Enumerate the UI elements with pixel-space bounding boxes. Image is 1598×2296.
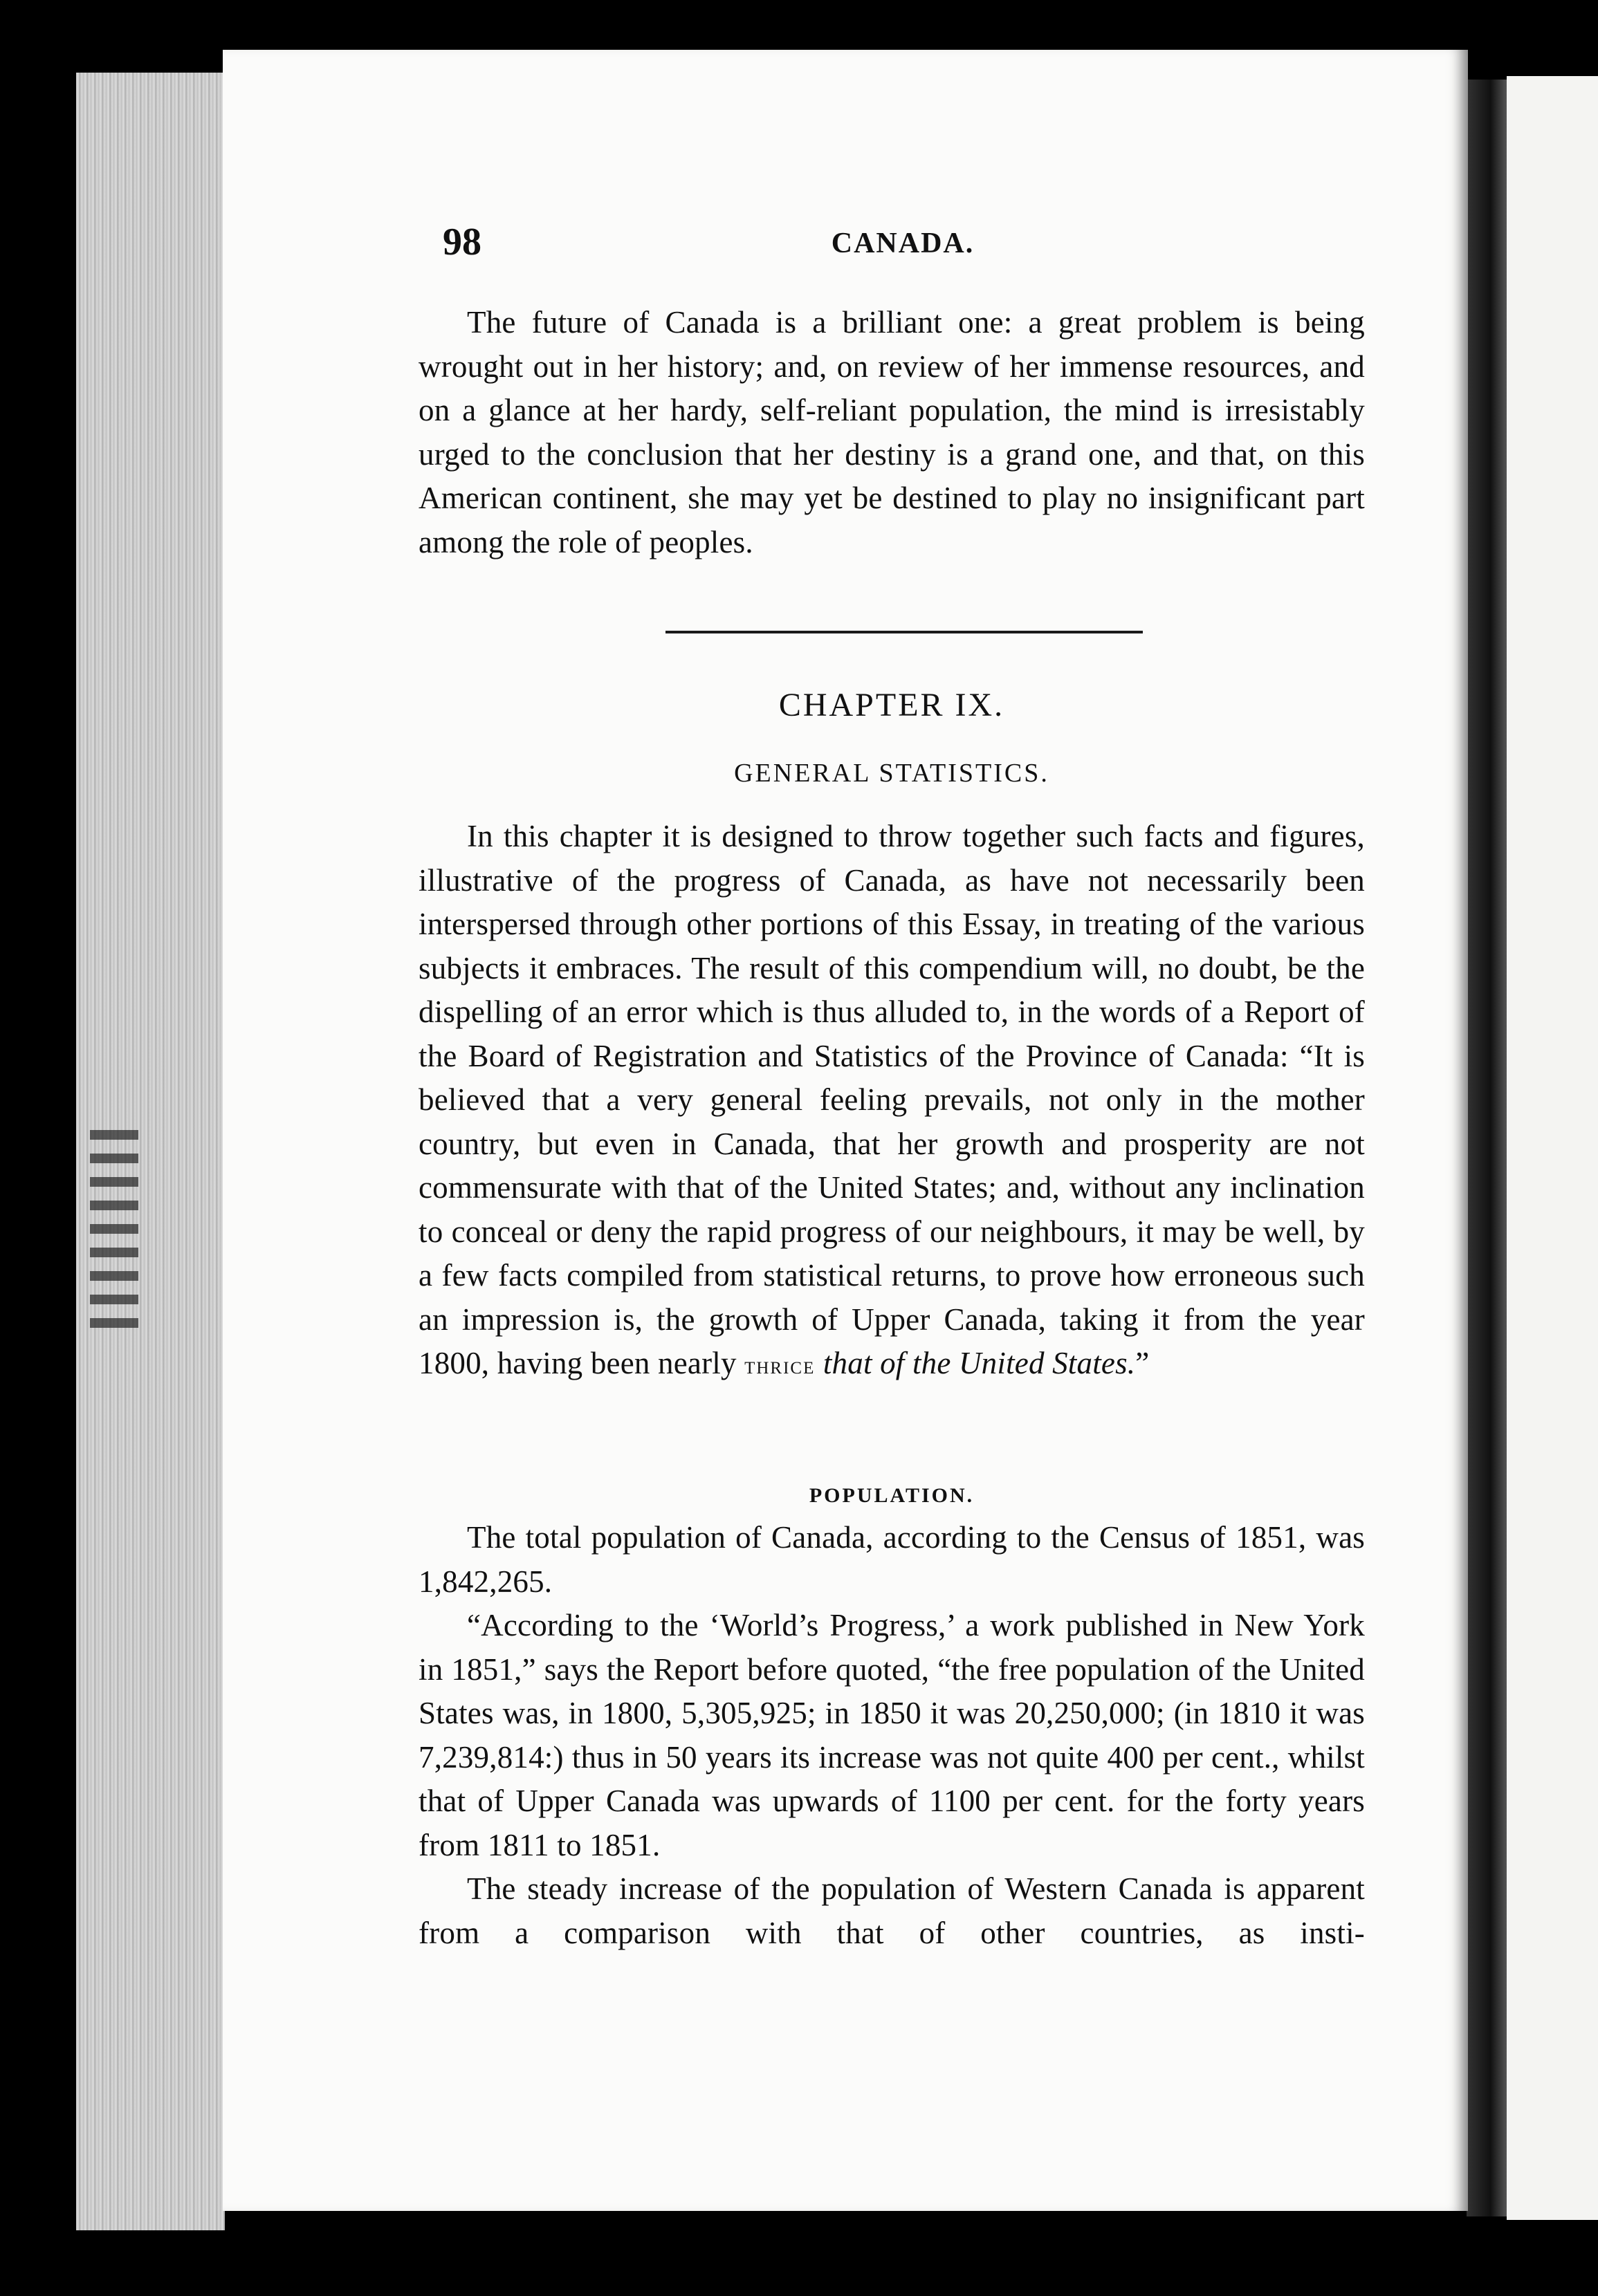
chapter-paragraph-body: In this chapter it is designed to throw together such facts and figures, illustrative of the progress of Canada, as have not necessarily been interspersed through other portions of this Essay, in treating of the various subjects it embraces. The result of this compendium will, no doubt, be the dispelling of an error which is thus alluded to, in the words of a Report of the Board of Registration and Statistics of the Province of Canada: “It is believed that a very general feeling prevails, not only in the mother country, but even in Canada, that her growth and prosperity are not commensurate with that of the United States; and, without any inclination to conceal or deny the rapid progress of our neighbours, it may be well, by a few facts compiled from statistical returns, to prove how erroneous such an impression is, the growth of Upper Canada, taking it from the year 1800, having been nearly [419,819,1365,1380]
chapter-text-block [419,815,1365,1388]
page-gutter-shadow [1467,80,1507,2216]
chapter-title: CHAPTER IX. [778,687,1005,723]
emphasis-thrice: thrice [744,1351,816,1379]
population-paragraph-3: The steady increase of the population of Western Canada is apparent from a comparison with that of other countries, as insti- [419,1871,1365,1950]
closing-quote: ” [1135,1346,1150,1380]
chapter-paragraph [419,815,1365,1388]
intro-paragraph: The future of Canada is a brilliant one: a great problem is being wrought out in her history; and, on review of her immense resources, and on a glance at her hardy, self-reliant population, the mind is irresistably urged to the conclusion that her destiny is a grand one, and that, on this American continent, she may yet be destined to play no insignificant part among the role of peoples. [419,305,1365,559]
spine-lettering [90,1120,138,1328]
population-text-block [419,1516,1365,1955]
page-number: 98 [443,221,481,263]
running-header [443,220,1363,268]
section-divider-rule [665,631,1143,633]
chapter-subtitle: GENERAL STATISTICS. [734,759,1049,788]
population-paragraph-2: “According to the ‘World’s Progress,’ a work published in New York in 1851,” says the Report before quoted, “the free population of the United States was, in 1800, 5,305,925; in 1850 it was 20,250,000; (in 1810 it was 7,239,814:) thus in 50 years its increase was not quite 400 per cent., whilst that of Upper Canada was upwards of 1100 per cent. for the forty years from 1811 to 1851. [419,1608,1365,1862]
population-heading: POPULATION. [809,1484,975,1507]
population-paragraph-1: The total population of Canada, according to the Census of 1851, was 1,842,265. [419,1520,1365,1599]
running-title: CANADA. [831,228,975,259]
adjacent-page-edge [1507,76,1598,2220]
intro-text-block [419,301,1365,564]
emphasis-united-states: that of the United States. [823,1346,1136,1380]
